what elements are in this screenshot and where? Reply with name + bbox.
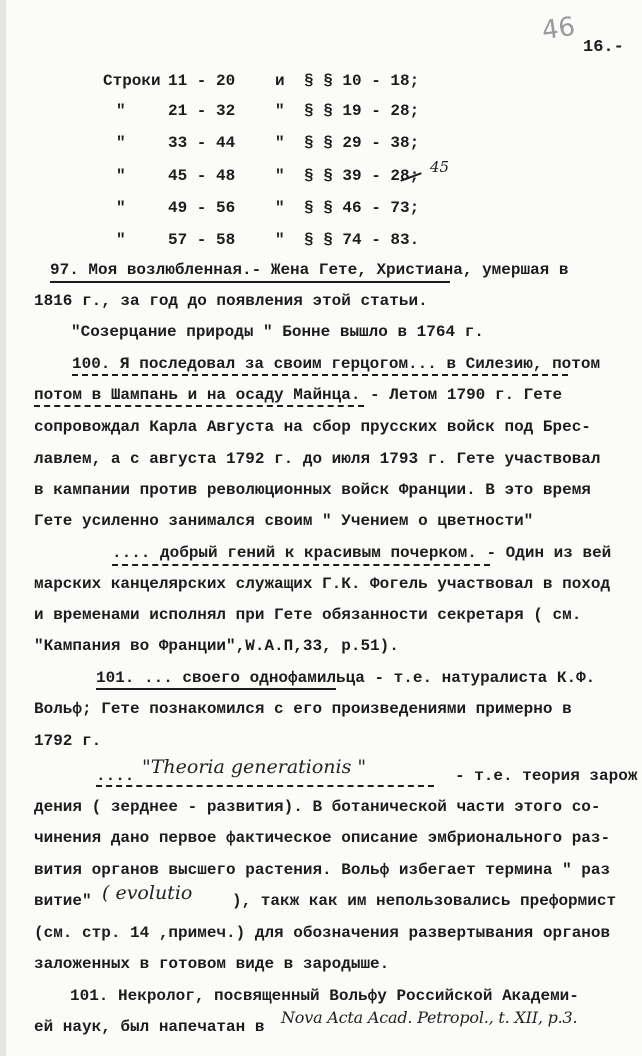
text-line: 101. Некролог, посвященный Вольфу Российской Академи- (70, 987, 579, 1005)
text-line: 100. Я последовал за своим герцогом... в Силезию, потом (72, 355, 601, 373)
text-line: - т.е. теория зарож (455, 767, 638, 785)
text-line: чинения дано первое фактическое описание эмбрионального раз- (34, 829, 611, 847)
row-range: 45 - 48 (168, 167, 236, 185)
row-sep: " (275, 199, 285, 217)
row-range: 21 - 32 (168, 102, 236, 120)
row-label: " (116, 199, 126, 217)
text-line: витие" (34, 892, 92, 910)
text-line: вития органов высшего растения. Вольф избегает термина " раз (34, 861, 611, 879)
underline-dashed (96, 785, 434, 787)
row-sep: и (275, 72, 285, 90)
row-label: " (116, 134, 126, 152)
row-label: " (116, 167, 126, 185)
text-line: сопровождал Карла Августа на сбор прусских войск под Брес- (34, 418, 591, 436)
text-line: (см. стр. 14 ,примеч.) для обозначения развертывания органов (34, 924, 611, 942)
text-line: Гете усиленно занимался своим " Учением о цветности" (34, 512, 534, 530)
row-sep: " (275, 167, 285, 185)
underline-dashed (72, 374, 568, 376)
row-sections: § § 74 - 83. (304, 231, 420, 249)
text-line: в кампании против революционных войск Франции. В это время (34, 481, 591, 499)
row-range: 33 - 44 (168, 134, 236, 152)
row-sections: § § 19 - 28; (304, 102, 420, 120)
text-line: .... (96, 767, 135, 785)
page-number: 16.- (583, 38, 624, 57)
text-line: ), такж как им непользовались преформист (232, 892, 617, 910)
text-line: потом в Шампань и на осаду Майнца. - Летом 1790 г. Гете (34, 386, 563, 404)
text-line: 97. Моя возлюбленная.- Жена Гете, Христиана, умершая в (50, 261, 569, 279)
text-line: 1792 г. (34, 732, 102, 750)
row-sections: § § 29 - 38; (304, 134, 420, 152)
row-sections: § § 46 - 73; (304, 199, 420, 217)
text-line: 1816 г., за год до появления этой статьи. (34, 292, 428, 310)
handwritten-correction: 45 (430, 158, 450, 176)
text-line: "Созерцание природы " Бонне вышло в 1764 г. (71, 323, 484, 341)
handwritten-title: "Theoria generationis " (142, 756, 367, 778)
text-line: "Кампания во Франции",W.A.П,33, р.51). (34, 637, 399, 655)
underline-dashed (112, 564, 490, 566)
underline (96, 688, 336, 690)
underline (50, 281, 450, 283)
underline-dashed (34, 405, 364, 407)
handwritten-citation: Nova Acta Acad. Petropol., t. XII, p.3. (281, 1008, 578, 1027)
text-line: и временами исполнял при Гете обязанности секретаря ( см. (34, 606, 582, 624)
row-range: 11 - 20 (168, 72, 236, 90)
text-line: ей наук, был напечатан в (34, 1018, 265, 1036)
text-line: .... добрый гений к красивым почерком. - Один из вей (112, 544, 612, 562)
pencil-annotation: 46 (540, 11, 578, 47)
handwritten-term: ( evolutio (102, 882, 193, 904)
row-range: 49 - 56 (168, 199, 236, 217)
row-label: Строки (103, 72, 161, 90)
text-line: Вольф; Гете познакомился с его произведениями примерно в (34, 700, 572, 718)
row-range: 57 - 58 (168, 231, 236, 249)
text-line: заложенных в готовом виде в зародыше. (34, 955, 390, 973)
text-line: 101. ... своего однофамильца - т.е. натуралиста К.Ф. (96, 669, 596, 687)
text-line: дения ( зерднее - развития). В ботанической части этого со- (34, 798, 601, 816)
row-label: " (116, 102, 126, 120)
text-line: лавлем, а с августа 1792 г. до июля 1793 г. Гете участвовал (34, 450, 601, 468)
row-sections: § § 10 - 18; (304, 72, 420, 90)
row-sep: " (275, 102, 285, 120)
row-sep: " (275, 231, 285, 249)
row-sections: § § 39 - 28; (304, 167, 420, 185)
scan-edge (0, 0, 6, 1056)
row-label: " (116, 231, 126, 249)
text-line: марских канцелярских служащих Г.К. Фогель участвовал в поход (34, 575, 611, 593)
row-sep: " (275, 134, 285, 152)
